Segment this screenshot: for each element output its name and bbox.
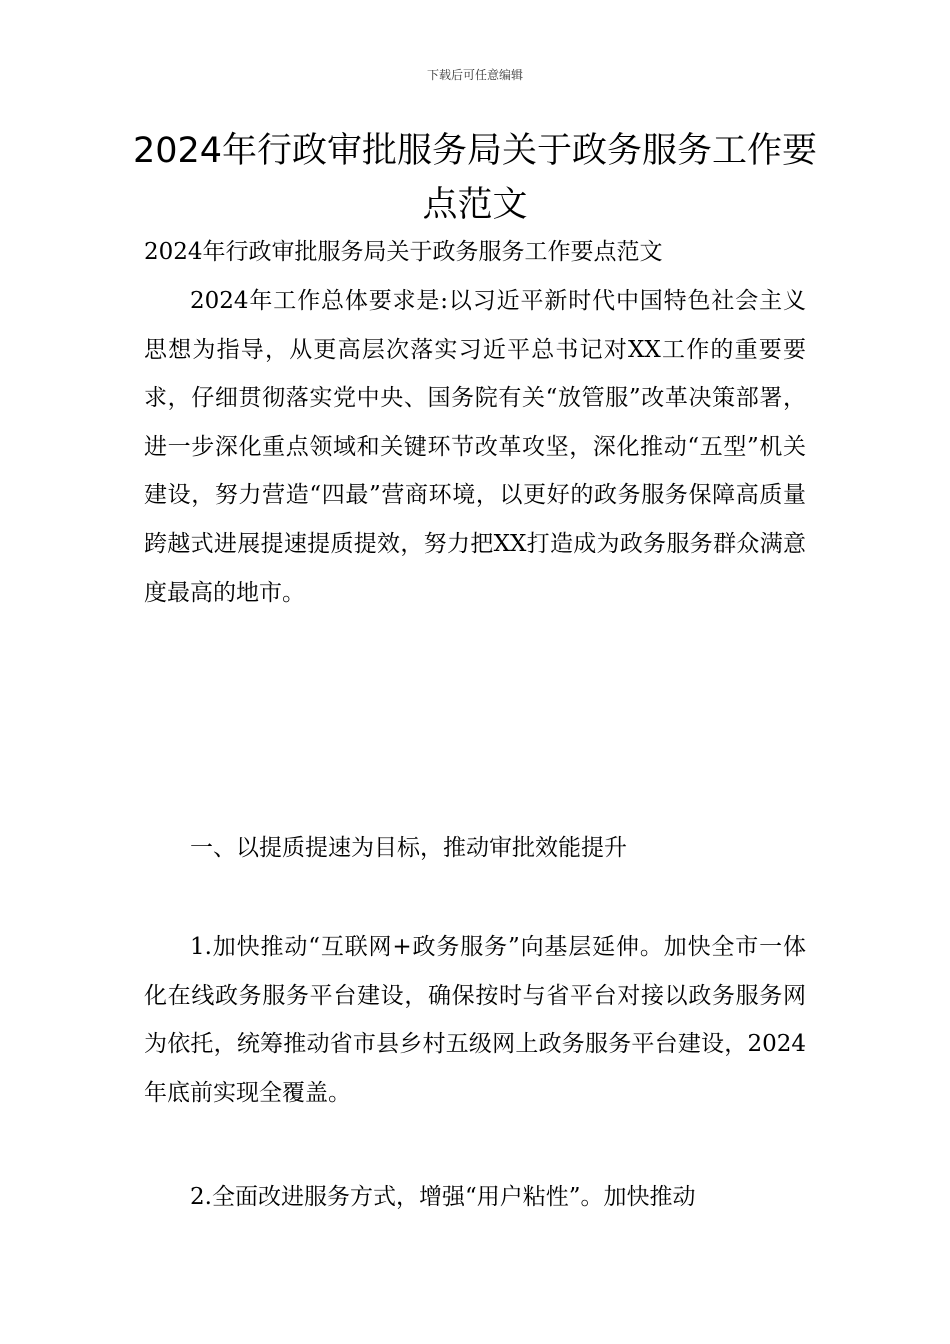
item-paragraph-2: 2.全面改进服务方式，增强“用户粘性”。加快推动 <box>190 1184 696 1210</box>
intro-paragraph: 2024年工作总体要求是:以习近平新时代中国特色社会主义思想为指导，从更高层次落实习近平总书记对XX工作的重要要求，仔细贯彻落实党中央、国务院有关“放管服”改革决策部署，进一步深化重点领域和关键环节改革攻坚，深化推动“五型”机关建设，努力营造“四最”营商环境，以更好的政务服务保障高质量跨越式进展提速提质提效，努力把XX打造成为政务服务群众满意度最高的地市。 <box>144 288 806 606</box>
section-heading: 一、以提质提速为目标，推动审批效能提升 <box>190 835 627 861</box>
document-subtitle: 2024年行政审批服务局关于政务服务工作要点范文 <box>144 239 663 265</box>
item-paragraph-1: 1.加快推动“互联网+政务服务”向基层延伸。加快全市一体化在线政务服务平台建设，确保按时与省平台对接以政务服务网为依托，统筹推动省市县乡村五级网上政务服务平台建设，2024年底前实现全覆盖。 <box>144 934 806 1106</box>
document-title: 2024年行政审批服务局关于政务服务工作要点范文 <box>132 131 818 225</box>
header-note: 下载后可任意编辑 <box>426 68 523 82</box>
